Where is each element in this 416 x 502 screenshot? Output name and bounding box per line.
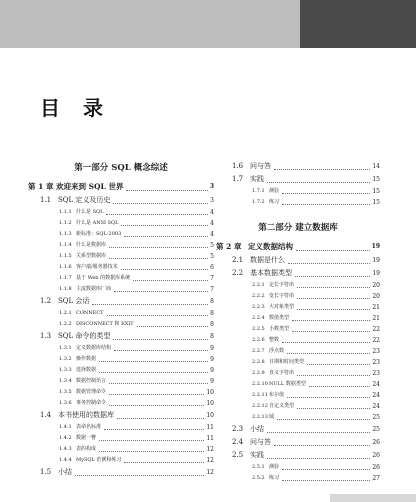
dot-leader [106, 214, 208, 215]
dot-leader [282, 342, 370, 343]
part-heading: 第一部分 SQL 概念综述 [74, 163, 168, 173]
dot-leader [274, 445, 370, 446]
entry-number: 1.2.1 [59, 310, 72, 316]
entry-number: 1.1 [40, 196, 52, 204]
entry-number: 2.4 [232, 438, 244, 446]
dot-leader [296, 250, 370, 251]
entry-page: 26 [372, 452, 380, 459]
entry-page: 24 [372, 403, 380, 410]
entry-title: 基于 Web 的数据库系统 [76, 275, 131, 281]
entry-page: 10 [206, 400, 214, 407]
entry-number: 1.6 [232, 162, 244, 170]
entry-number: 2.2.3 [252, 304, 265, 310]
subsection-entry[interactable] [28, 343, 214, 354]
dot-leader [75, 475, 204, 476]
dot-leader [124, 462, 204, 463]
entry-page: 15 [372, 199, 380, 206]
entry-page: 4 [210, 231, 214, 238]
entry-number: 2.2.13 [252, 414, 268, 420]
entry-page: 23 [372, 370, 380, 377]
top-banner-dark-block [300, 0, 416, 48]
entry-number: 第 2 章 [216, 242, 242, 251]
entry-page: 21 [372, 315, 380, 322]
subsection-entry[interactable] [216, 280, 380, 291]
entry-page: 24 [372, 392, 380, 399]
entry-number: 2.3 [232, 425, 244, 433]
dot-leader [267, 182, 370, 183]
entry-page: 3 [209, 183, 214, 190]
entry-page: 4 [210, 220, 214, 227]
entry-title: 什么是 SQL [76, 209, 104, 215]
entry-page: 23 [372, 348, 380, 355]
entry-page: 25 [372, 426, 380, 433]
section-entry[interactable] [216, 173, 380, 186]
dot-leader [267, 458, 370, 459]
entry-page: 8 [210, 333, 214, 340]
entry-page: 5 [210, 253, 214, 260]
entry-page: 8 [210, 310, 214, 317]
entry-title: 本书使用的数据库 [58, 411, 114, 419]
dot-leader [292, 320, 370, 321]
entry-number: 2.2 [232, 269, 244, 277]
entry-number: 1.3.1 [59, 345, 72, 351]
entry-page: 8 [210, 321, 214, 328]
entry-title: 小结 [58, 468, 72, 476]
entry-title: 日期和时间类型 [269, 359, 305, 365]
entry-page: 7 [210, 286, 214, 293]
entry-number: 2.2.12 [252, 403, 268, 409]
entry-number: 2.5.1 [252, 464, 265, 470]
entry-title: 小数类型 [269, 326, 290, 332]
dot-leader [297, 408, 370, 409]
chapter-entry[interactable] [216, 240, 380, 254]
entry-number: 1.2.2 [59, 321, 72, 327]
subsection-entry[interactable] [28, 262, 214, 273]
entry-title: 事务控制命令 [76, 400, 107, 406]
part-heading: 第二部分 建立数据库 [258, 223, 338, 233]
entry-title: 数据一瞥 [76, 435, 97, 441]
entry-title: SQL 定义及历史 [58, 196, 111, 204]
entry-number: 第 1 章 [28, 182, 54, 191]
entry-title: 客户端/服务器技术 [76, 264, 118, 270]
dot-leader [297, 309, 370, 310]
toc-right-column [216, 160, 380, 484]
entry-number: 1.3.6 [59, 400, 72, 406]
entry-title: 直义字符串 [269, 370, 295, 376]
entry-title: 实践 [250, 175, 264, 183]
entry-page: 19 [371, 243, 380, 250]
dot-leader [107, 315, 209, 316]
entry-title: SQL 会话 [58, 297, 90, 305]
dot-leader [113, 203, 208, 204]
entry-title: 域 [269, 414, 275, 420]
entry-title: 大对象类型 [269, 304, 295, 310]
entry-page: 12 [206, 469, 214, 476]
dot-leader [297, 375, 370, 376]
subsection-entry[interactable] [28, 273, 214, 284]
dot-leader [277, 419, 370, 420]
dot-leader [109, 405, 204, 406]
entry-number: 2.2.10 [252, 381, 268, 387]
entry-page: 10 [206, 389, 214, 396]
entry-page: 24 [372, 381, 380, 388]
entry-title: MySQL 范例和练习 [76, 457, 122, 463]
entry-page: 22 [372, 337, 380, 344]
entry-number: 2.2.7 [252, 348, 265, 354]
entry-number: 1.1.1 [59, 209, 72, 215]
subsection-entry[interactable] [216, 401, 380, 412]
entry-title: SQL 命令的类型 [58, 332, 111, 340]
entry-title: 数据控制语言 [76, 378, 107, 384]
entry-number: 2.5.2 [252, 475, 265, 481]
dot-leader [282, 193, 370, 194]
entry-number: 2.2.2 [252, 293, 265, 299]
dot-leader [113, 339, 208, 340]
entry-page: 6 [210, 264, 214, 271]
entry-page: 20 [372, 293, 380, 300]
dot-leader [114, 291, 208, 292]
section-entry[interactable] [28, 295, 214, 308]
entry-title: 定义数据库结构 [76, 345, 112, 351]
subsection-entry[interactable] [216, 291, 380, 302]
section-entry[interactable] [28, 466, 214, 479]
entry-title: 小结 [250, 425, 264, 433]
subsection-entry[interactable] [28, 319, 214, 330]
dot-leader [117, 418, 204, 419]
entry-number: 1.3.2 [59, 356, 72, 362]
page-title: 目 录 [40, 96, 111, 120]
dot-leader [282, 480, 370, 481]
dot-leader [109, 383, 208, 384]
entry-page: 15 [372, 176, 380, 183]
subsection-entry[interactable] [28, 229, 214, 240]
entry-page: 9 [210, 356, 214, 363]
section-entry[interactable] [28, 330, 214, 343]
entry-title: 练习 [269, 199, 280, 205]
subsection-entry[interactable] [28, 376, 214, 387]
dot-leader [104, 429, 204, 430]
subsection-entry[interactable] [28, 251, 214, 262]
entry-number: 2.2.8 [252, 359, 265, 365]
entry-title: 什么是数据库 [76, 242, 107, 248]
entry-title: 表命名标准 [76, 424, 102, 430]
dot-leader [99, 372, 208, 373]
entry-page: 27 [372, 475, 380, 482]
subsection-entry[interactable] [216, 473, 380, 484]
entry-number: 2.5 [232, 451, 244, 459]
entry-title: CONNECT [76, 310, 104, 316]
entry-number: 1.3.5 [59, 389, 72, 395]
subsection-entry[interactable] [28, 433, 214, 444]
entry-number: 2.2.6 [252, 337, 265, 343]
entry-number: 1.1.3 [59, 231, 72, 237]
subsection-entry[interactable] [216, 186, 380, 197]
entry-number: 1.3 [40, 332, 52, 340]
entry-title: 基本数据类型 [250, 269, 292, 277]
entry-page: 12 [206, 457, 214, 464]
dot-leader [267, 432, 370, 433]
subsection-entry[interactable] [216, 379, 380, 390]
dot-leader [92, 304, 208, 305]
entry-page: 14 [372, 163, 380, 170]
entry-number: 1.1.2 [59, 220, 72, 226]
entry-page: 15 [372, 188, 380, 195]
subsection-entry[interactable] [216, 324, 380, 335]
section-entry[interactable] [216, 267, 380, 280]
section-entry[interactable] [216, 449, 380, 462]
entry-title: 什么是 ANSI SQL [76, 220, 119, 226]
entry-number: 1.1.5 [59, 253, 72, 259]
entry-title: 定长字符串 [269, 282, 295, 288]
subsection-entry[interactable] [28, 398, 214, 409]
dot-leader [297, 298, 370, 299]
entry-title: 数值类型 [269, 315, 290, 321]
entry-number: 1.2 [40, 297, 52, 305]
entry-number: 1.1.7 [59, 275, 72, 281]
subsection-entry[interactable] [28, 308, 214, 319]
dot-leader [109, 394, 204, 395]
dot-leader [297, 287, 370, 288]
entry-title: 测验 [269, 188, 280, 194]
entry-title: NULL 数据类型 [269, 381, 306, 387]
entry-number: 1.4 [40, 411, 52, 419]
entry-page: 4 [210, 209, 214, 216]
entry-number: 1.4.2 [59, 435, 72, 441]
entry-number: 1.4.4 [59, 457, 72, 463]
entry-number: 2.2.5 [252, 326, 265, 332]
entry-number: 1.4.1 [59, 424, 72, 430]
entry-page: 9 [210, 345, 214, 352]
entry-number: 2.2.11 [252, 392, 268, 398]
entry-title: 变长字符串 [269, 293, 295, 299]
entry-title: 自定义类型 [269, 403, 295, 409]
entry-page: 10 [206, 412, 214, 419]
entry-title: 数据管理命令 [76, 389, 107, 395]
entry-title: 定义数据结构 [248, 242, 293, 251]
dot-leader [126, 190, 207, 191]
subsection-entry[interactable] [28, 284, 214, 295]
dot-leader [121, 269, 208, 270]
subsection-entry[interactable] [216, 368, 380, 379]
entry-title: 练习 [269, 475, 280, 481]
dot-leader [274, 169, 370, 170]
entry-title: 浮点数 [269, 348, 285, 354]
entry-page: 21 [372, 304, 380, 311]
entry-title: 数据是什么 [250, 256, 285, 264]
subsection-entry[interactable] [28, 387, 214, 398]
entry-number: 1.4.3 [59, 446, 72, 452]
toc-list [28, 180, 214, 479]
entry-title: 测验 [269, 464, 280, 470]
section-entry[interactable] [28, 409, 214, 422]
entry-page: 25 [372, 414, 380, 421]
toc-list [216, 240, 380, 484]
subsection-entry[interactable] [28, 455, 214, 466]
top-banner [0, 0, 416, 48]
dot-leader [99, 451, 204, 452]
dot-leader [109, 247, 208, 248]
entry-page: 26 [372, 464, 380, 471]
entry-page: 5 [210, 242, 214, 249]
entry-page: 20 [372, 282, 380, 289]
entry-title: 关系型数据库 [76, 253, 107, 259]
dot-leader [99, 361, 208, 362]
section-entry[interactable] [216, 436, 380, 449]
entry-number: 2.2.4 [252, 315, 265, 321]
entry-number: 1.7.1 [252, 188, 265, 194]
entry-title: 问与答 [250, 438, 271, 446]
entry-number: 2.2.1 [252, 282, 265, 288]
subsection-entry[interactable] [216, 313, 380, 324]
section-entry[interactable] [216, 160, 380, 173]
entry-page: 26 [372, 439, 380, 446]
section-entry[interactable] [28, 194, 214, 207]
dot-leader [287, 397, 370, 398]
entry-number: 1.3.4 [59, 378, 72, 384]
entry-title: 选择数据 [76, 367, 97, 373]
toc-list [216, 160, 380, 208]
entry-number: 2.2.9 [252, 370, 265, 376]
dot-leader [292, 331, 370, 332]
subsection-entry[interactable] [216, 390, 380, 401]
subsection-entry[interactable] [28, 444, 214, 455]
subsection-entry[interactable] [28, 207, 214, 218]
dot-leader [99, 440, 204, 441]
entry-title: 欢迎来到 SQL 世界 [56, 182, 124, 191]
dot-leader [282, 204, 370, 205]
entry-number: 1.7 [232, 175, 244, 183]
entry-page: 8 [210, 298, 214, 305]
dot-leader [109, 258, 208, 259]
entry-number: 1.7.2 [252, 199, 265, 205]
entry-page: 19 [372, 270, 380, 277]
subsection-entry[interactable] [28, 365, 214, 376]
entry-page: 23 [372, 359, 380, 366]
entry-page: 3 [210, 197, 214, 204]
entry-title: 整数 [269, 337, 280, 343]
entry-number: 2.1 [232, 256, 244, 264]
entry-page: 7 [210, 275, 214, 282]
section-entry[interactable] [216, 254, 380, 267]
page-edge-strip [330, 494, 416, 502]
entry-page: 22 [372, 326, 380, 333]
dot-leader [114, 350, 208, 351]
entry-page: 11 [206, 424, 214, 431]
dot-leader [309, 386, 371, 387]
entry-number: 1.5 [40, 468, 52, 476]
entry-page: 12 [206, 446, 214, 453]
entry-title: 实践 [250, 451, 264, 459]
dot-leader [288, 263, 370, 264]
dot-leader [295, 276, 370, 277]
entry-title: DISCONNECT 和 EXIT [76, 321, 134, 327]
entry-title: 问与答 [250, 162, 271, 170]
dot-leader [307, 364, 370, 365]
subsection-entry[interactable] [216, 197, 380, 208]
subsection-entry[interactable] [216, 412, 380, 423]
entry-page: 11 [206, 435, 214, 442]
subsection-entry[interactable] [216, 346, 380, 357]
top-banner-shade [0, 0, 300, 48]
entry-title: 主流数据库厂商 [76, 286, 112, 292]
entry-title: 表的构成 [76, 446, 97, 452]
entry-page: 19 [372, 257, 380, 264]
section-entry[interactable] [216, 423, 380, 436]
subsection-entry[interactable] [216, 302, 380, 313]
toc-left-column [28, 160, 214, 479]
subsection-entry[interactable] [28, 218, 214, 229]
subsection-entry[interactable] [28, 240, 214, 251]
dot-leader [133, 280, 208, 281]
entry-number: 1.1.8 [59, 286, 72, 292]
entry-title: 新标准：SQL-2003 [76, 231, 122, 237]
dot-leader [287, 353, 370, 354]
dot-leader [121, 225, 208, 226]
entry-page: 9 [210, 367, 214, 374]
entry-page: 9 [210, 378, 214, 385]
dot-leader [137, 326, 209, 327]
entry-title: 布尔值 [269, 392, 285, 398]
subsection-entry[interactable] [28, 422, 214, 433]
entry-number: 1.3.3 [59, 367, 72, 373]
entry-number: 1.1.4 [59, 242, 72, 248]
subsection-entry[interactable] [28, 354, 214, 365]
dot-leader [282, 469, 370, 470]
entry-number: 1.1.6 [59, 264, 72, 270]
subsection-entry[interactable] [216, 462, 380, 473]
chapter-entry[interactable] [28, 180, 214, 194]
entry-title: 操作数据 [76, 356, 97, 362]
subsection-entry[interactable] [216, 357, 380, 368]
dot-leader [124, 236, 208, 237]
subsection-entry[interactable] [216, 335, 380, 346]
